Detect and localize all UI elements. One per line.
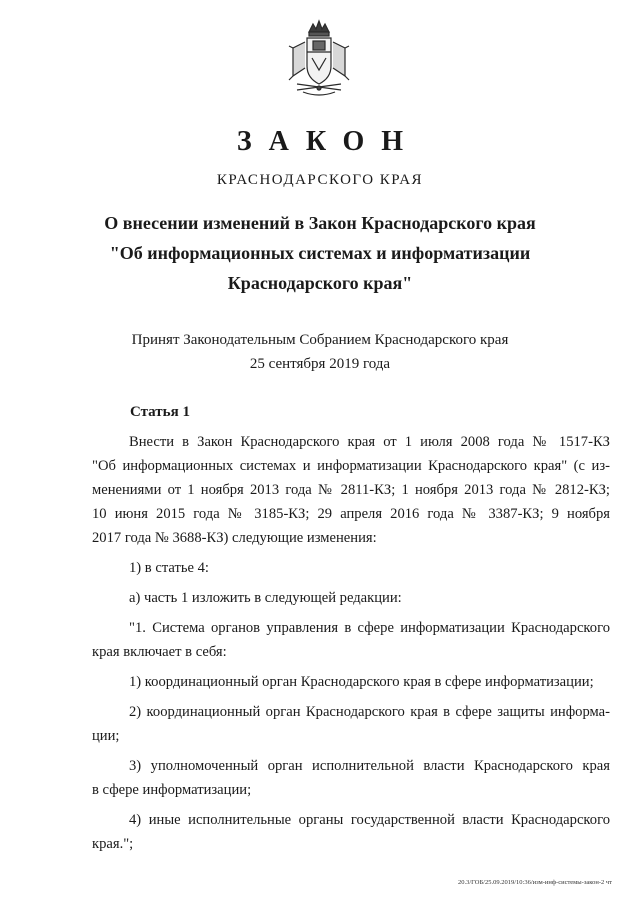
text-line: "1. Система органов управления в сфере информатизации Краснодарского [129, 620, 610, 636]
law-heading [0, 208, 640, 298]
article-body [92, 430, 610, 856]
article-title: Статья 1 [130, 404, 190, 420]
text-line: менениями от 1 ноября 2013 года № 2811-КЗ; 1 ноября 2013 года № 2812-КЗ; [92, 482, 610, 498]
text-line: "Об информационных системах и информатизации Краснодарского края" (с из- [92, 458, 610, 474]
text-line: Внести в Закон Краснодарского края от 1 июля 2008 года № 1517-КЗ [129, 434, 610, 450]
heading-line: "Об информационных системах и информатизации [109, 243, 531, 263]
text-line: края включает в себя: [92, 644, 227, 660]
text-line: 2) координационный орган Краснодарского края в сфере защиты информа- [129, 704, 610, 720]
heading-line: Краснодарского края" [227, 273, 413, 293]
text-line: 4) иные исполнительные органы государственной власти Краснодарского [129, 812, 610, 828]
law-title: ЗАКОН [236, 126, 421, 157]
text-line: 2017 года № 3688-КЗ) следующие изменения: [92, 530, 377, 546]
heading-line: О внесении изменений в Закон Краснодарского края [104, 213, 536, 233]
coat-of-arms-icon [285, 18, 353, 100]
law-subtitle: КРАСНОДАРСКОГО КРАЯ [216, 172, 424, 188]
text-line: а) часть 1 изложить в следующей редакции: [129, 590, 402, 606]
text-line: 1) координационный орган Краснодарского края в сфере информатизации; [129, 674, 594, 690]
text-line: 3) уполномоченный орган исполнительной власти Краснодарского края [129, 758, 610, 774]
adoption-date: 25 сентября 2019 года [249, 356, 391, 372]
adoption-note [0, 328, 640, 376]
adoption-line: Принят Законодательным Собранием Краснодарского края [131, 332, 509, 348]
text-line: ции; [92, 728, 120, 744]
footer-code: 20.3/ГОБ/25.09.2019/10:36/изм-инф-системы-закон-2 чт [457, 879, 612, 886]
text-line: 10 июня 2015 года № 3185-КЗ; 29 апреля 2016 года № 3387-КЗ; 9 ноября [92, 506, 610, 522]
text-line: края."; [92, 836, 134, 852]
text-line: 1) в статье 4: [129, 560, 209, 576]
text-line: в сфере информатизации; [92, 782, 252, 798]
